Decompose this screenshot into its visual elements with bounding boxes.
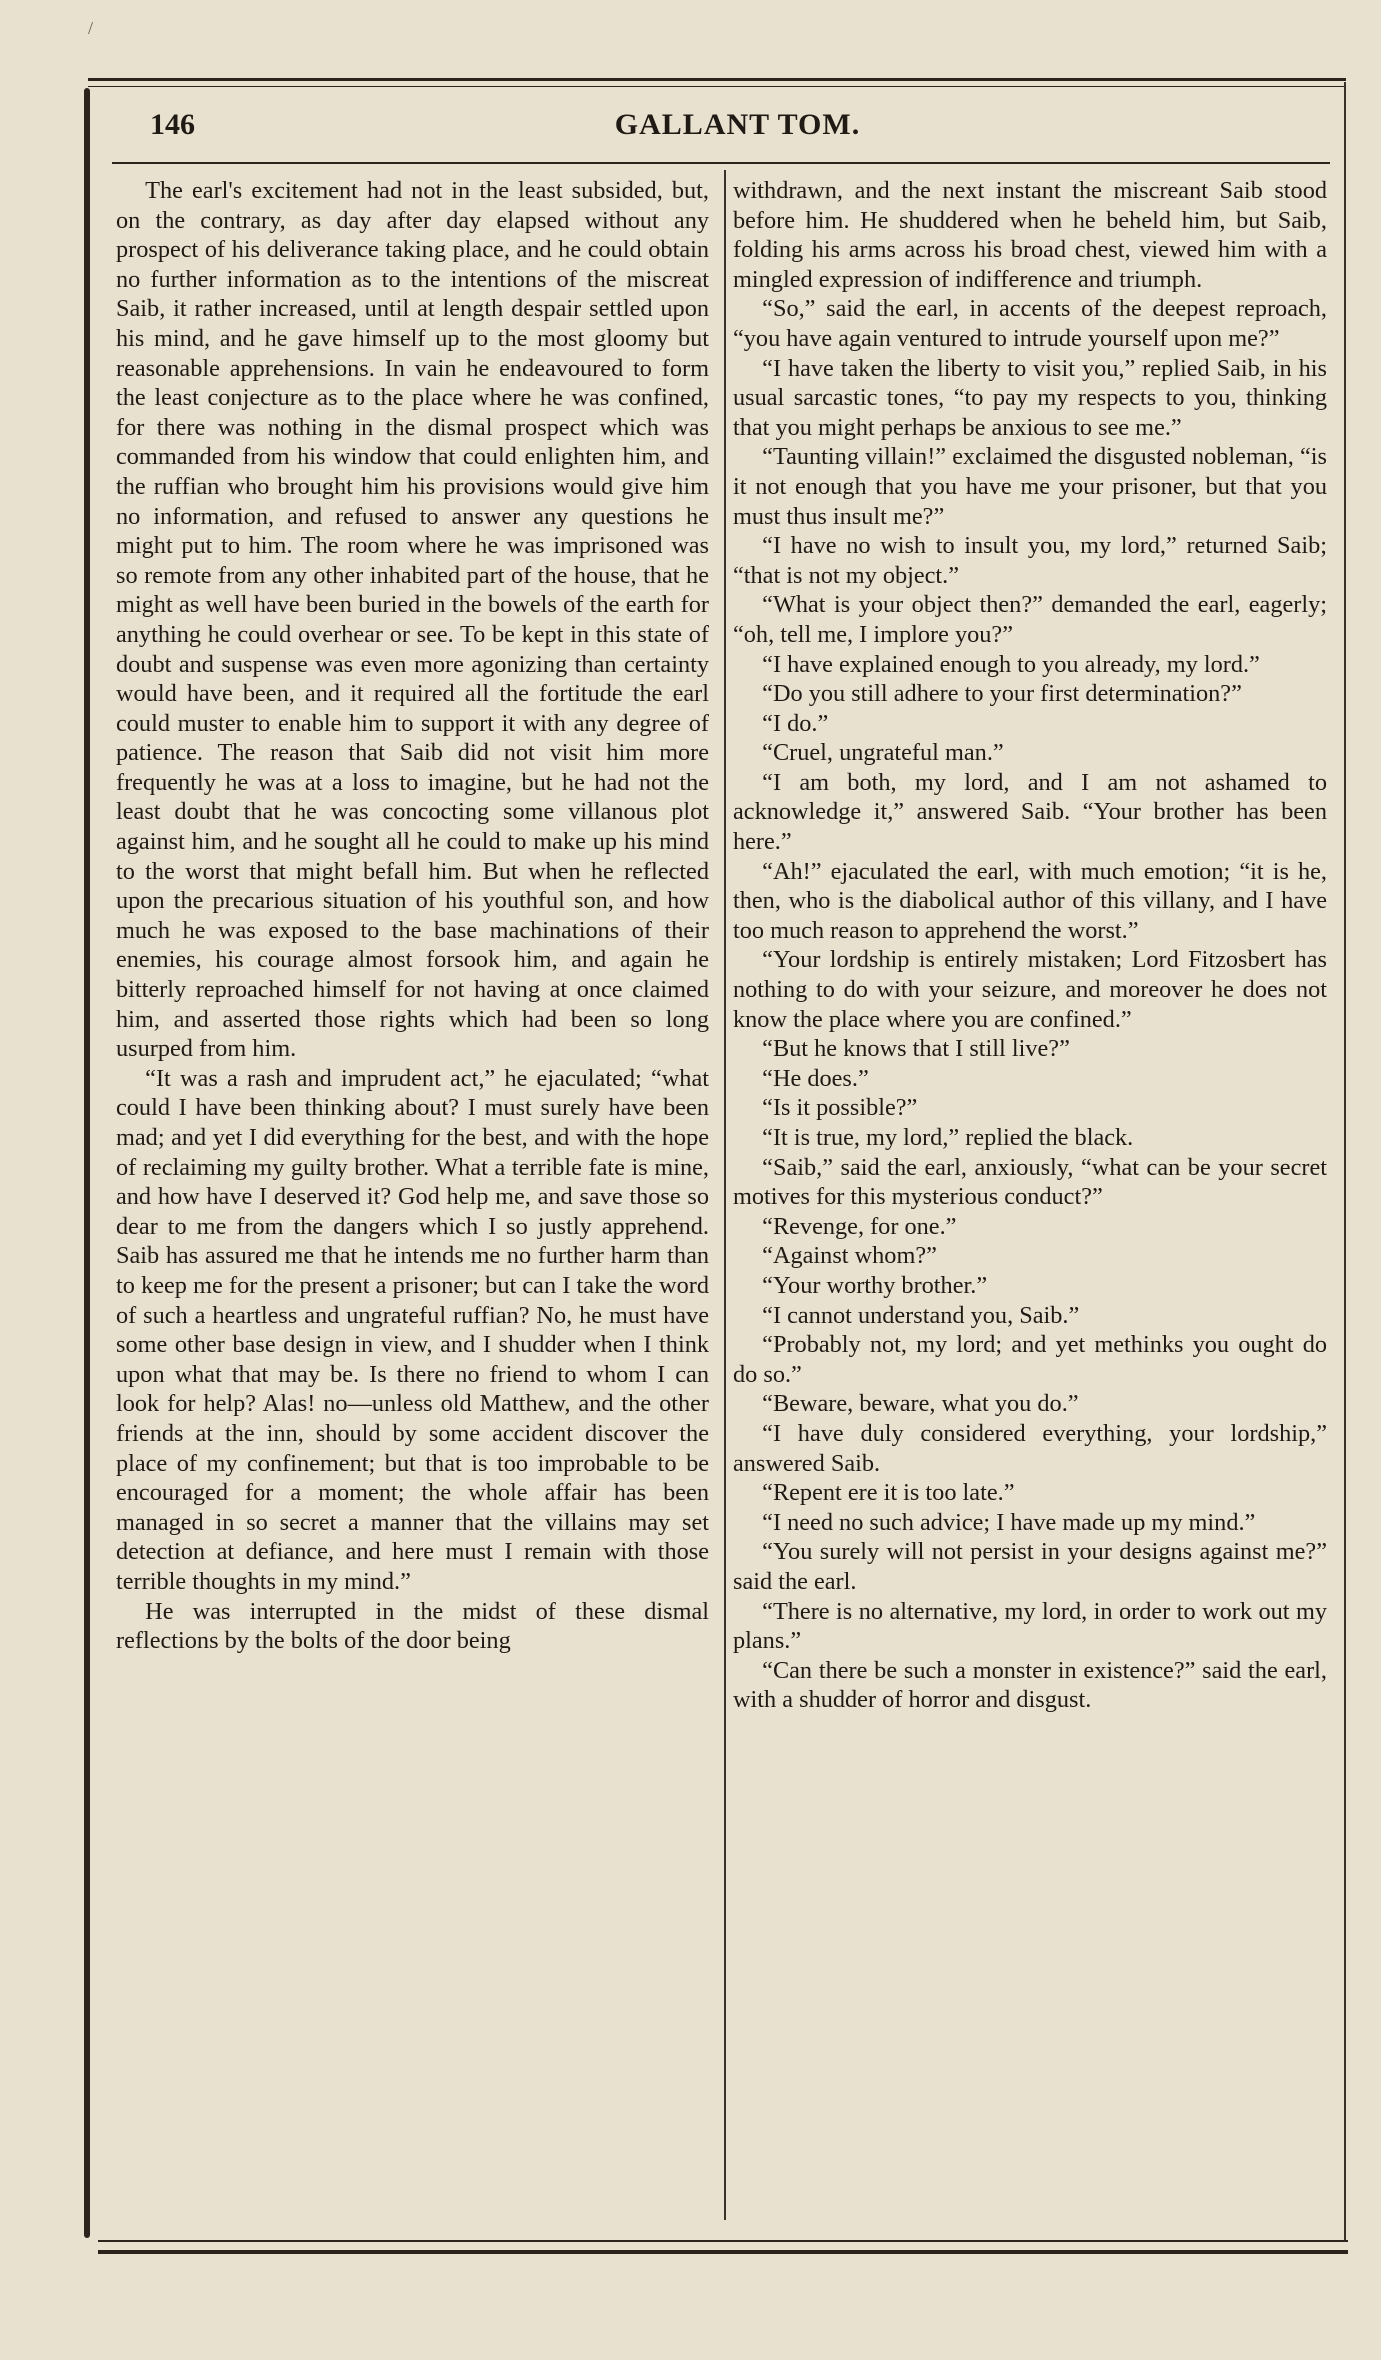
paragraph: “Ah!” ejaculated the earl, with much emotion; “it is he, then, who is the diabolical author of this villany, and I have too much reason to apprehend the worst.” xyxy=(733,857,1327,944)
paragraph: “Beware, beware, what you do.” xyxy=(762,1390,1079,1418)
paragraph: “Your lordship is entirely mistaken; Lord Fitzosbert has nothing to do with your seizure, and moreover he does not know the place where you are confined.” xyxy=(733,946,1327,1033)
right-border-rule xyxy=(1344,82,1346,2242)
paragraph: “Revenge, for one.” xyxy=(762,1212,957,1240)
paragraph: “He does.” xyxy=(762,1064,869,1092)
paragraph: “I have explained enough to you already, my lord.” xyxy=(762,650,1260,678)
bottom-border-rule-thin xyxy=(98,2240,1348,2242)
paragraph: “I have no wish to insult you, my lord,” returned Saib; “that is not my object.” xyxy=(733,532,1327,589)
paragraph: “Repent ere it is too late.” xyxy=(762,1479,1015,1507)
paragraph: “I need no such advice; I have made up my mind.” xyxy=(762,1508,1256,1536)
paragraph: “Against whom?” xyxy=(762,1242,937,1270)
paragraph: “Can there be such a monster in existence?” said the earl, with a shudder of horror and disgust. xyxy=(733,1656,1327,1714)
page-number: 146 xyxy=(150,108,195,141)
header-rule xyxy=(112,162,1330,164)
paragraph: “I cannot understand you, Saib.” xyxy=(762,1301,1080,1329)
paragraph: “But he knows that I still live?” xyxy=(762,1035,1070,1063)
paragraph: “I have taken the liberty to visit you,” replied Saib, in his usual sarcastic tones, “to pay my respects to you, thinking that you might perhaps be anxious to see me.” xyxy=(733,354,1327,441)
paragraph: “Cruel, ungrateful man.” xyxy=(762,739,1004,767)
paragraph: “Probably not, my lord; and yet methinks you ought do do so.” xyxy=(733,1331,1327,1388)
top-border-rule xyxy=(88,78,1346,81)
paragraph: “Do you still adhere to your first determination?” xyxy=(762,680,1242,708)
paragraph: withdrawn, and the next instant the miscreant Saib stood before him. He shuddered when he beheld him, but Saib, folding his arms across his broad chest, viewed him with a mingled expression of indifference and triumph. xyxy=(733,177,1327,293)
paragraph: “I have duly considered everything, your lordship,” answered Saib. xyxy=(733,1419,1327,1477)
paragraph: “You surely will not persist in your designs against me?” said the earl. xyxy=(733,1538,1327,1595)
paragraph: “I do.” xyxy=(762,709,829,737)
paragraph: “It was a rash and imprudent act,” he ejaculated; “what could I have been thinking about? I must surely have been mad; and yet I did everything for the best, and with the hope of reclaiming my guilty brother. What a terrible fate is mine, and how have I deserved it? God help me, and save those so dear to me from the dangers which I so justly apprehend. Saib has assured me that he intends me no further harm than to keep me for the present a prisoner; but can I take the word of such a heartless and ungrateful ruffian? No, he must have some other base design in view, and I shudder when I think upon what that may be. Is there no friend to whom I can look for help? Alas! no—unless old Matthew, and the other friends at the inn, should by some accident discover the place of my confinement; but that is too improbable to be encouraged for a moment; the whole affair has been managed in so secret a manner that the villains may set detection at defiance, and here must I remain with those terrible thoughts in my mind.” xyxy=(116,1064,709,1595)
column-divider xyxy=(724,170,726,2220)
paragraph: “Is it possible?” xyxy=(762,1094,918,1122)
paragraph: “So,” said the earl, in accents of the deepest reproach, “you have again ventured to intrude yourself upon me?” xyxy=(733,295,1327,352)
paragraph: “Saib,” said the earl, anxiously, “what can be your secret motives for this mysterious conduct?” xyxy=(733,1153,1327,1211)
right-column xyxy=(733,176,1327,1715)
paragraph: “What is your object then?” demanded the earl, eagerly; “oh, tell me, I implore you?” xyxy=(733,591,1327,648)
paragraph: “There is no alternative, my lord, in order to work out my plans.” xyxy=(733,1597,1327,1655)
paragraph: “Your worthy brother.” xyxy=(762,1271,988,1299)
left-border-rule xyxy=(84,88,90,2238)
running-title: GALLANT TOM. xyxy=(614,108,861,141)
paragraph: “Taunting villain!” exclaimed the disgusted nobleman, “is it not enough that you have me your prisoner, but that you must thus insult me?” xyxy=(733,443,1327,530)
paragraph: “It is true, my lord,” replied the black. xyxy=(762,1124,1134,1151)
bottom-border-rule xyxy=(98,2250,1348,2254)
paragraph: The earl's excitement had not in the least subsided, but, on the contrary, as day after day elapsed without any prospect of his deliverance taking place, and he could obtain no further information as to the intentions of the miscreat Saib, it rather increased, until at length despair settled upon his mind, and he gave himself up to the most gloomy but reasonable apprehensions. In vain he endeavoured to form the least conjecture as to the place where he was confined, for there was nothing in the dismal prospect which was commanded from his window that could enlighten him, and the ruffian who brought him his provisions would give him no information, and refused to answer any questions he might put to him. The room where he was imprisoned was so remote from any other inhabited part of the house, that he might as well have been buried in the bowels of the earth for anything he could overhear or see. To be kept in this state of doubt and suspense was even more agonizing than certainty would have been, and it required all the fortitude the earl could muster to enable him to support it with any degree of patience. The reason that Saib did not visit him more frequently he was at a loss to imagine, but he had not the least doubt that he was concocting some villanous plot against him, and he sought all he could to make up his mind to the worst that might befall him. But when he reflected upon the precarious situation of his youthful son, and how much he was exposed to the base machinations of their enemies, his courage almost forsook him, and again he bitterly reproached himself for not having at once claimed him, and asserted those rights which had been so long usurped from him. xyxy=(116,177,709,1063)
corner-mark: / xyxy=(88,18,94,38)
paragraph: “I am both, my lord, and I am not ashamed to acknowledge it,” answered Saib. “Your brother has been here.” xyxy=(733,768,1327,856)
page-header xyxy=(150,108,1325,150)
top-border-rule-thin xyxy=(88,86,1346,87)
paragraph: He was interrupted in the midst of these dismal reflections by the bolts of the door being xyxy=(116,1597,709,1655)
left-column xyxy=(116,176,709,1656)
